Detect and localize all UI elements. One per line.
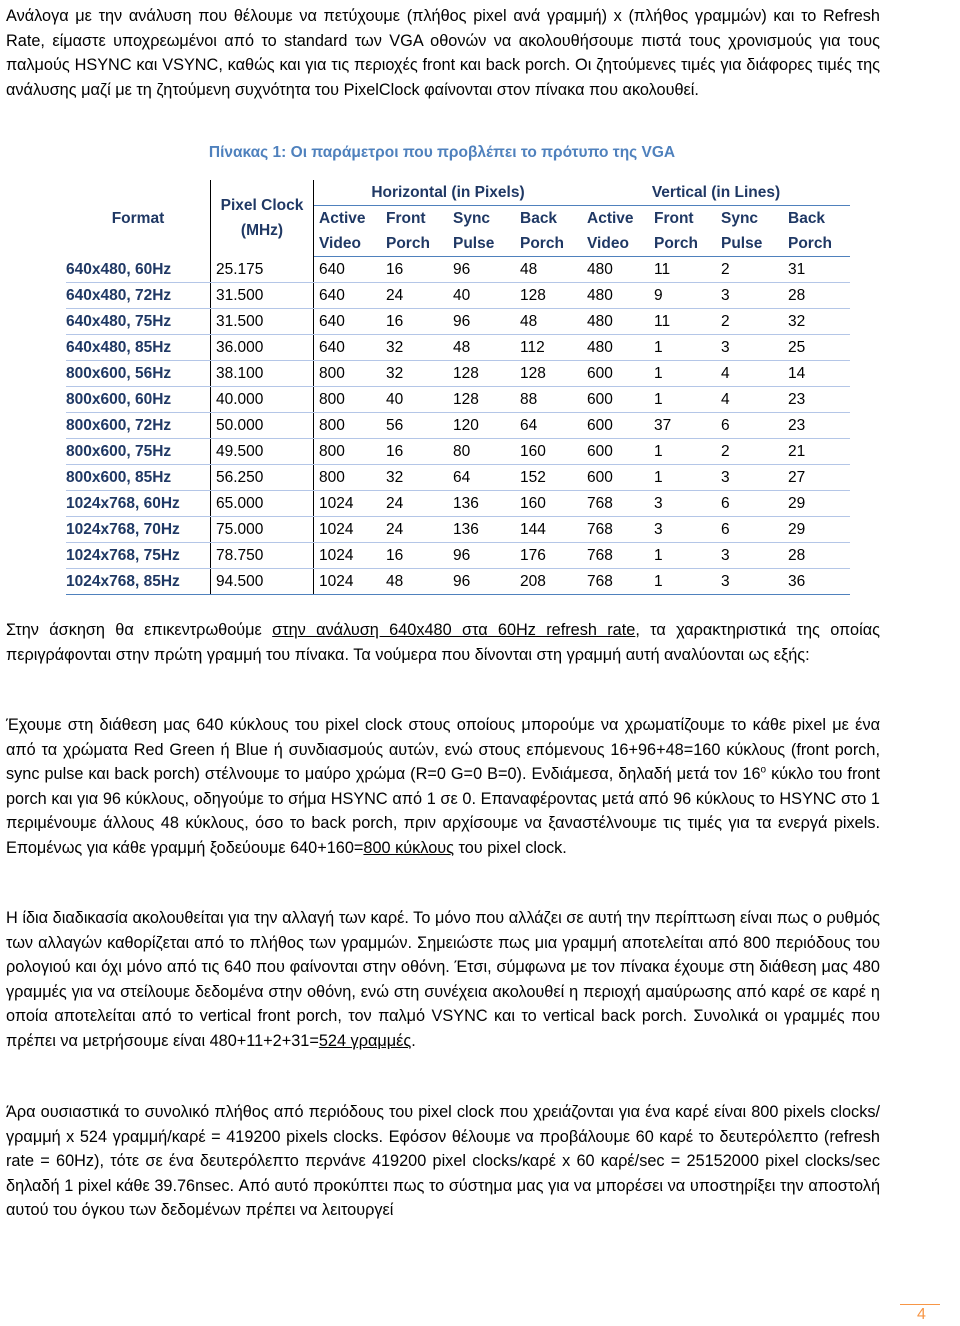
timing-cell: 37 (649, 413, 716, 439)
timing-cell: 29 (783, 491, 850, 517)
timing-cell: 64 (448, 465, 515, 491)
underlined-cycles: 800 κύκλους (363, 838, 454, 857)
timing-cell: 640 (314, 335, 382, 361)
timing-cell: 28 (783, 283, 850, 309)
timing-cell: 1024 (314, 491, 382, 517)
timing-cell: 800 (314, 413, 382, 439)
timing-cell: 96 (448, 309, 515, 335)
table-row (66, 413, 850, 439)
timing-cell: 48 (515, 309, 582, 335)
subheader-bottom: Pulse (716, 231, 783, 257)
table-row (66, 309, 850, 335)
timing-cell: 1 (649, 439, 716, 465)
table-row (66, 465, 850, 491)
timing-cell: 9 (649, 283, 716, 309)
format-cell: 1024x768, 70Hz (66, 517, 211, 543)
timing-cell: 36 (783, 569, 850, 595)
pixel-clock-cell: 36.000 (211, 335, 314, 361)
pixel-clock-cell: 25.175 (211, 257, 314, 283)
timing-cell: 40 (381, 387, 448, 413)
timing-cell: 6 (716, 413, 783, 439)
subheader-bottom: Video (314, 231, 382, 257)
pixel-clock-cell: 31.500 (211, 283, 314, 309)
format-cell: 800x600, 72Hz (66, 413, 211, 439)
timing-cell: 480 (582, 283, 649, 309)
timing-cell: 48 (515, 257, 582, 283)
vertical-group-header: Vertical (in Lines) (582, 180, 850, 206)
timing-cell: 24 (381, 283, 448, 309)
timing-cell: 144 (515, 517, 582, 543)
timing-cell: 21 (783, 439, 850, 465)
timing-cell: 768 (582, 491, 649, 517)
timing-cell: 4 (716, 361, 783, 387)
timing-cell: 3 (649, 517, 716, 543)
timing-cell: 3 (716, 283, 783, 309)
timing-cell: 3 (716, 465, 783, 491)
paragraph-horizontal: Έχουμε στη διάθεση μας 640 κύκλους του pixel clock στους οποίους μπορούμε να χρωματίζουμε το κάθε pixel με ένα από τα χρώματα Red Green ή Blue ή συνδιασμούς αυτών, ενώ στους επόμενους 16+96+48=160 κύκλους (front porch, sync pulse και back porch) στέλνουμε το μαύρο χρώμα (R=0 G=0 B=0). Ενδιάμεσα, δηλαδή μετά τον $16^o$ κύκλο του front porch και για 96 κύκλους, οδηγούμε το σήμα HSYNC από 1 σε 0. Επαναφέροντας μετά από 96 κύκλους το HSYNC στο 1 περιμένουμε άλλους 48 κύκλους, όσο το back porch, πριν αρχίσουμε να ξαναστέλνουμε τις τιμές για τα ενεργά pixels. Επομένως για κάθε γραμμή ξοδεύουμε 640+160=800 κύκλους του pixel clock. (6, 716, 880, 857)
table-row (66, 387, 850, 413)
timing-cell: 128 (515, 283, 582, 309)
format-cell: 640x480, 85Hz (66, 335, 211, 361)
horizontal-group-header: Horizontal (in Pixels) (314, 180, 583, 206)
subheader-bottom: Porch (381, 231, 448, 257)
timing-cell: 1 (649, 465, 716, 491)
timing-cell: 40 (448, 283, 515, 309)
table-row (66, 543, 850, 569)
table-row (66, 569, 850, 595)
timing-cell: 1024 (314, 517, 382, 543)
timing-cell: 136 (448, 517, 515, 543)
table-row (66, 335, 850, 361)
timing-cell: 176 (515, 543, 582, 569)
format-cell: 800x600, 56Hz (66, 361, 211, 387)
timing-cell: 1 (649, 335, 716, 361)
timing-cell: 64 (515, 413, 582, 439)
format-cell: 800x600, 60Hz (66, 387, 211, 413)
timing-cell: 160 (515, 491, 582, 517)
timing-cell: 1 (649, 361, 716, 387)
timing-cell: 24 (381, 491, 448, 517)
pixel-clock-cell: 49.500 (211, 439, 314, 465)
timing-cell: 640 (314, 309, 382, 335)
table-row (66, 283, 850, 309)
pixel-clock-cell: 78.750 (211, 543, 314, 569)
footer-rule (900, 1304, 940, 1305)
table-row (66, 491, 850, 517)
timing-cell: 3 (716, 335, 783, 361)
subheader-top: Sync (721, 210, 759, 227)
timing-cell: 3 (716, 543, 783, 569)
subheader-top: Active (319, 210, 366, 227)
timing-cell: 208 (515, 569, 582, 595)
timing-cell: 16 (381, 543, 448, 569)
timing-cell: 96 (448, 257, 515, 283)
timing-cell: 120 (448, 413, 515, 439)
format-cell: 800x600, 75Hz (66, 439, 211, 465)
timing-cell: 6 (716, 517, 783, 543)
subheader-top: Back (520, 210, 558, 227)
timing-cell: 3 (649, 491, 716, 517)
timing-cell: 1 (649, 569, 716, 595)
timing-cell: 1024 (314, 569, 382, 595)
timing-cell: 11 (649, 309, 716, 335)
format-cell: 640x480, 72Hz (66, 283, 211, 309)
timing-cell: 16 (381, 257, 448, 283)
timing-cell: 480 (582, 335, 649, 361)
timing-cell: 32 (381, 361, 448, 387)
format-header: Format (66, 180, 211, 257)
timing-cell: 112 (515, 335, 582, 361)
timing-cell: 136 (448, 491, 515, 517)
table-row (66, 257, 850, 283)
timing-cell: 24 (381, 517, 448, 543)
intro-paragraph: Ανάλογα με την ανάλυση που θέλουμε να πετύχουμε (πλήθος pixel ανά γραμμή) x (πλήθος γραμμών) και το Refresh Rate, είμαστε υποχρεωμένοι από το standard των VGA οθονών να ακολουθήσουμε πιστά τους χρονισμούς για τους παλμούς HSYNC και VSYNC, καθώς και για τις περιοχές front και back porch. Οι ζητούμενες τιμές για διάφορες τιμές της ανάλυσης μαζί με τη ζητούμενη συχνότητα του PixelClock φαίνονται στον πίνακα που ακολουθεί. (6, 7, 880, 99)
timing-cell: 32 (783, 309, 850, 335)
timing-cell: 32 (381, 335, 448, 361)
timing-cell: 480 (582, 257, 649, 283)
timing-cell: 160 (515, 439, 582, 465)
timing-cell: 800 (314, 465, 382, 491)
timing-cell: 32 (381, 465, 448, 491)
subheader-top: Back (788, 210, 826, 227)
timing-cell: 600 (582, 387, 649, 413)
vga-timing-table (66, 180, 850, 595)
timing-cell: 768 (582, 517, 649, 543)
underlined-resolution: στην ανάλυση 640x480 στα 60Hz refresh rate (272, 621, 636, 639)
timing-cell: 600 (582, 439, 649, 465)
timing-cell: 3 (716, 569, 783, 595)
timing-cell: 56 (381, 413, 448, 439)
timing-cell: 23 (783, 387, 850, 413)
timing-cell: 25 (783, 335, 850, 361)
pixel-clock-cell: 38.100 (211, 361, 314, 387)
timing-cell: 88 (515, 387, 582, 413)
timing-cell: 600 (582, 361, 649, 387)
timing-cell: 640 (314, 257, 382, 283)
table-row (66, 361, 850, 387)
format-cell: 1024x768, 60Hz (66, 491, 211, 517)
timing-cell: 640 (314, 283, 382, 309)
subheader-top: Sync (453, 210, 491, 227)
format-cell: 640x480, 75Hz (66, 309, 211, 335)
timing-cell: 2 (716, 309, 783, 335)
timing-cell: 152 (515, 465, 582, 491)
timing-cell: 4 (716, 387, 783, 413)
timing-cell: 480 (582, 309, 649, 335)
pixel-clock-cell: 40.000 (211, 387, 314, 413)
subheader-top: Front (386, 210, 426, 227)
table-caption: Πίνακας 1: Οι παράμετροι που προβλέπει το πρότυπο της VGA (208, 144, 676, 161)
timing-cell: 31 (783, 257, 850, 283)
subheader-bottom: Video (582, 231, 649, 257)
timing-cell: 2 (716, 439, 783, 465)
paragraph-vertical: Η ίδια διαδικασία ακολουθείται για την αλλαγή των καρέ. Το μόνο που αλλάζει σε αυτή την περίπτωση είναι πως ο ρυθμός των αλλαγών καθορίζεται από το πλήθος των γραμμών. Σημειώστε πως μια γραμμή αποτελείται από 800 περιόδους του ρολογιού και όχι μόνο από τις 640 που φαίνονται στην οθόνη. Έτσι, σύμφωνα με τον πίνακα έχουμε στη διάθεση μας 480 γραμμές για να στείλουμε δεδομένα στην οθόνη, ενώ στη συνέχεια ακολουθεί η περιοχή αμαύρωσης από καρέ σε καρέ η οποία αποτελείται από το vertical front porch, τον παλμό VSYNC και το vertical back porch. Συνολικά οι γραμμές που πρέπει να μετρήσουμε είναι 480+11+2+31=524 γραμμές. (6, 909, 880, 1050)
timing-cell: 96 (448, 569, 515, 595)
timing-cell: 48 (381, 569, 448, 595)
paragraph-frame-total: Άρα ουσιαστικά το συνολικό πλήθος από περιόδους του pixel clock που χρειάζονται για ένα καρέ είναι 800 pixels clocks/γραμμή x 524 γραμμή/καρέ = 419200 pixels clocks. Εφόσον θέλουμε να προβάλουμε 60 καρέ το δευτερόλεπτο (refresh rate = 60Hz), τότε σε ένα δευτερόλεπτο περνάνε 419200 pixel clocks/καρέ x 60 καρέ/sec = 25152000 pixel clocks/sec δηλαδή 1 pixel κάθε 39.76nsec. Από αυτό προκύπτει πως το σύστημα μας για να μπορέσει να υποστηρίξει την αποστολή αυτού του όγκου των δεδομένων πρέπει να λειτουργεί (6, 1103, 880, 1219)
format-cell: 640x480, 60Hz (66, 257, 211, 283)
subheader-bottom: Porch (515, 231, 582, 257)
timing-cell: 128 (515, 361, 582, 387)
format-cell: 800x600, 85Hz (66, 465, 211, 491)
pixel-clock-cell: 65.000 (211, 491, 314, 517)
timing-cell: 11 (649, 257, 716, 283)
timing-cell: 1024 (314, 543, 382, 569)
timing-cell: 768 (582, 569, 649, 595)
timing-cell: 16 (381, 439, 448, 465)
timing-cell: 23 (783, 413, 850, 439)
subheader-bottom: Pulse (448, 231, 515, 257)
pixel-clock-cell: 50.000 (211, 413, 314, 439)
timing-cell: 96 (448, 543, 515, 569)
timing-cell: 80 (448, 439, 515, 465)
pixel-clock-cell: 94.500 (211, 569, 314, 595)
subheader-top: Front (654, 210, 694, 227)
paragraph-focus: Στην άσκηση θα επικεντρωθούμε στην ανάλυση 640x480 στα 60Hz refresh rate, τα χαρακτηριστικά της οποίας περιγράφονται στην πρώτη γραμμή του πίνακα. Τα νούμερα που δίνονται στη γραμμή αυτή αναλύονται ως εξής: (6, 621, 880, 664)
timing-cell: 2 (716, 257, 783, 283)
table-row (66, 439, 850, 465)
timing-cell: 600 (582, 413, 649, 439)
timing-cell: 6 (716, 491, 783, 517)
timing-cell: 128 (448, 387, 515, 413)
page-number: 4 (917, 1306, 926, 1323)
subheader-top: Active (587, 210, 634, 227)
timing-cell: 29 (783, 517, 850, 543)
pixel-clock-cell: 75.000 (211, 517, 314, 543)
pixel-clock-header: Pixel Clock (MHz) (211, 180, 314, 257)
timing-cell: 600 (582, 465, 649, 491)
subheader-bottom: Porch (649, 231, 716, 257)
pixel-clock-cell: 56.250 (211, 465, 314, 491)
timing-cell: 800 (314, 387, 382, 413)
timing-cell: 800 (314, 439, 382, 465)
timing-cell: 800 (314, 361, 382, 387)
format-cell: 1024x768, 75Hz (66, 543, 211, 569)
underlined-lines: 524 γραμμές (318, 1031, 412, 1050)
pixel-clock-cell: 31.500 (211, 309, 314, 335)
timing-cell: 1 (649, 387, 716, 413)
timing-cell: 128 (448, 361, 515, 387)
table-row (66, 517, 850, 543)
timing-cell: 1 (649, 543, 716, 569)
timing-cell: 14 (783, 361, 850, 387)
format-cell: 1024x768, 85Hz (66, 569, 211, 595)
timing-cell: 16 (381, 309, 448, 335)
timing-cell: 768 (582, 543, 649, 569)
timing-cell: 48 (448, 335, 515, 361)
timing-cell: 28 (783, 543, 850, 569)
timing-cell: 27 (783, 465, 850, 491)
subheader-bottom: Porch (783, 231, 850, 257)
